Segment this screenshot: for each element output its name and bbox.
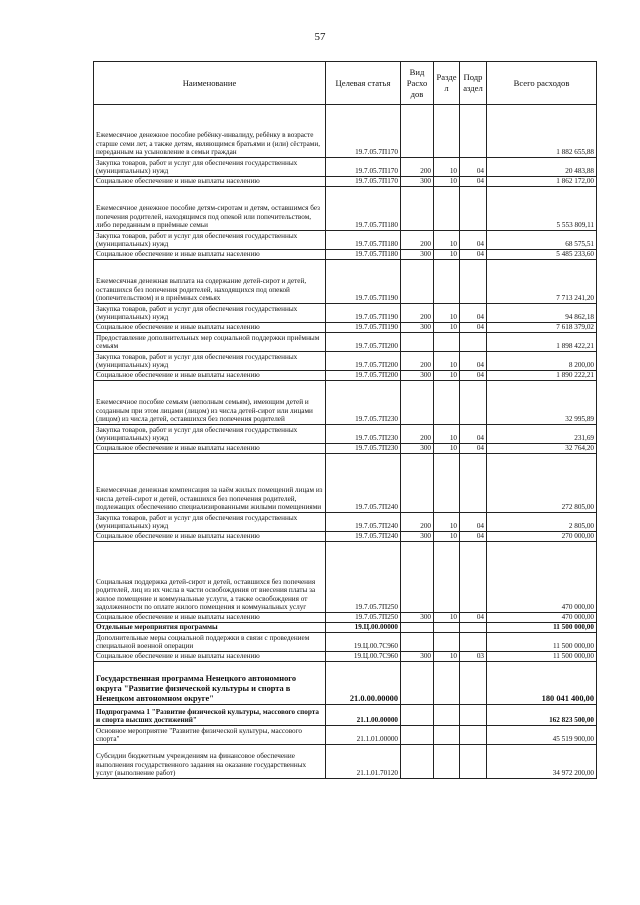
row-target-item: 19.7.05.7П250 bbox=[326, 613, 401, 623]
row-target-item: 19.7.05.7П190 bbox=[326, 304, 401, 323]
row-expense-type: 200 bbox=[401, 352, 434, 371]
row-total: 7 713 241,20 bbox=[487, 260, 597, 304]
row-total: 7 618 379,02 bbox=[487, 323, 597, 333]
row-subsection: 04 bbox=[460, 158, 487, 177]
row-expense-type: 300 bbox=[401, 444, 434, 454]
row-target-item: 21.1.00.00000 bbox=[326, 705, 401, 726]
row-total: 45 519 900,00 bbox=[487, 726, 597, 745]
row-expense-type bbox=[401, 726, 434, 745]
row-expense-type: 300 bbox=[401, 532, 434, 542]
row-subsection bbox=[460, 623, 487, 633]
row-name: Закупка товаров, работ и услуг для обеспечения государственных (муниципальных) нужд bbox=[94, 352, 326, 371]
table-row bbox=[94, 352, 597, 371]
row-name: Основное мероприятие "Развитие физической культуры, массового спорта" bbox=[94, 726, 326, 745]
row-section bbox=[434, 726, 460, 745]
row-name: Социальное обеспечение и иные выплаты населению bbox=[94, 250, 326, 260]
row-section: 10 bbox=[434, 613, 460, 623]
row-section: 10 bbox=[434, 444, 460, 454]
row-total: 1 862 172,00 bbox=[487, 177, 597, 187]
row-name: Ежемесячное денежное пособие детям-сиротам и детям, оставшимся без попечения родителей, находящимся под опекой или попечительством, либо переданным в приёмные семьи bbox=[94, 187, 326, 231]
row-total: 162 823 500,00 bbox=[487, 705, 597, 726]
header-subsection: Подр аздел bbox=[460, 62, 487, 105]
row-subsection: 04 bbox=[460, 513, 487, 532]
table-row bbox=[94, 513, 597, 532]
row-target-item: 19.7.05.7П180 bbox=[326, 187, 401, 231]
row-target-item: 19.Ц.00.7С960 bbox=[326, 633, 401, 652]
row-subsection bbox=[460, 745, 487, 779]
table-row bbox=[94, 613, 597, 623]
row-name: Отдельные мероприятия программы bbox=[94, 623, 326, 633]
table-row bbox=[94, 705, 597, 726]
row-section: 10 bbox=[434, 323, 460, 333]
row-total: 20 483,88 bbox=[487, 158, 597, 177]
row-total: 270 000,00 bbox=[487, 532, 597, 542]
header-row bbox=[94, 62, 597, 105]
row-total: 5 485 233,60 bbox=[487, 250, 597, 260]
row-section: 10 bbox=[434, 250, 460, 260]
row-subsection bbox=[460, 662, 487, 705]
row-section: 10 bbox=[434, 158, 460, 177]
row-expense-type: 300 bbox=[401, 177, 434, 187]
row-total: 94 862,18 bbox=[487, 304, 597, 323]
table-row bbox=[94, 623, 597, 633]
row-name: Закупка товаров, работ и услуг для обеспечения государственных (муниципальных) нужд bbox=[94, 158, 326, 177]
header-name: Наименование bbox=[94, 62, 326, 105]
table-row bbox=[94, 304, 597, 323]
row-name: Подпрограмма 1 "Развитие физической культуры, массового спорта и спорта высших достижений" bbox=[94, 705, 326, 726]
row-section bbox=[434, 260, 460, 304]
row-subsection: 04 bbox=[460, 613, 487, 623]
table-row bbox=[94, 444, 597, 454]
row-total: 11 500 000,00 bbox=[487, 633, 597, 652]
row-target-item: 19.7.05.7П240 bbox=[326, 513, 401, 532]
row-subsection: 04 bbox=[460, 444, 487, 454]
header-expense-type: Вид Расхо дов bbox=[401, 62, 434, 105]
row-section: 10 bbox=[434, 513, 460, 532]
row-target-item: 19.7.05.7П180 bbox=[326, 231, 401, 250]
row-target-item: 19.7.05.7П180 bbox=[326, 250, 401, 260]
row-name: Государственная программа Ненецкого автономного округа "Развитие физической культуры и спорта в Ненецком автономном округе" bbox=[94, 662, 326, 705]
row-target-item: 19.Ц.00.00000 bbox=[326, 623, 401, 633]
row-name: Социальное обеспечение и иные выплаты населению bbox=[94, 613, 326, 623]
row-section bbox=[434, 623, 460, 633]
row-subsection: 04 bbox=[460, 371, 487, 381]
row-name: Социальное обеспечение и иные выплаты населению bbox=[94, 532, 326, 542]
row-subsection: 04 bbox=[460, 177, 487, 187]
row-expense-type: 300 bbox=[401, 613, 434, 623]
row-section: 10 bbox=[434, 304, 460, 323]
row-subsection: 04 bbox=[460, 532, 487, 542]
row-target-item: 19.7.05.7П250 bbox=[326, 542, 401, 613]
row-subsection bbox=[460, 542, 487, 613]
row-expense-type bbox=[401, 633, 434, 652]
row-expense-type bbox=[401, 705, 434, 726]
row-expense-type bbox=[401, 187, 434, 231]
row-expense-type bbox=[401, 542, 434, 613]
row-section bbox=[434, 187, 460, 231]
row-name: Закупка товаров, работ и услуг для обеспечения государственных (муниципальных) нужд bbox=[94, 231, 326, 250]
row-target-item: 19.7.05.7П170 bbox=[326, 105, 401, 158]
row-section: 10 bbox=[434, 425, 460, 444]
row-target-item: 21.1.01.00000 bbox=[326, 726, 401, 745]
row-expense-type bbox=[401, 381, 434, 425]
page-number: 57 bbox=[314, 31, 326, 43]
table-row bbox=[94, 333, 597, 352]
table-row bbox=[94, 323, 597, 333]
row-section bbox=[434, 333, 460, 352]
row-subsection bbox=[460, 187, 487, 231]
row-total: 272 805,00 bbox=[487, 454, 597, 513]
row-expense-type: 300 bbox=[401, 371, 434, 381]
row-expense-type: 300 bbox=[401, 323, 434, 333]
row-total: 32 764,20 bbox=[487, 444, 597, 454]
row-section bbox=[434, 105, 460, 158]
table-row bbox=[94, 532, 597, 542]
row-section: 10 bbox=[434, 652, 460, 662]
table-row bbox=[94, 542, 597, 613]
row-expense-type: 200 bbox=[401, 231, 434, 250]
table-row bbox=[94, 105, 597, 158]
row-section bbox=[434, 542, 460, 613]
budget-table bbox=[93, 61, 597, 779]
row-target-item: 19.Ц.00.7С960 bbox=[326, 652, 401, 662]
row-target-item: 19.7.05.7П170 bbox=[326, 177, 401, 187]
row-total: 1 890 222,21 bbox=[487, 371, 597, 381]
row-subsection: 04 bbox=[460, 231, 487, 250]
row-total: 11 500 000,00 bbox=[487, 623, 597, 633]
row-subsection bbox=[460, 381, 487, 425]
row-total: 470 000,00 bbox=[487, 542, 597, 613]
row-expense-type: 300 bbox=[401, 250, 434, 260]
table-row bbox=[94, 158, 597, 177]
row-section: 10 bbox=[434, 177, 460, 187]
row-expense-type bbox=[401, 105, 434, 158]
row-total: 470 000,00 bbox=[487, 613, 597, 623]
row-name: Ежемесячное пособие семьям (неполным семьям), имеющим детей и созданным при этом лицами (лицом) из числа детей-сирот или лицами (лицом) из числа детей, оставшихся без попечения родителей bbox=[94, 381, 326, 425]
row-target-item: 19.7.05.7П230 bbox=[326, 444, 401, 454]
table-row bbox=[94, 745, 597, 779]
table-row bbox=[94, 726, 597, 745]
row-total: 2 805,00 bbox=[487, 513, 597, 532]
row-section bbox=[434, 662, 460, 705]
row-expense-type bbox=[401, 454, 434, 513]
row-expense-type: 200 bbox=[401, 304, 434, 323]
row-name: Ежемесячная денежная выплата на содержание детей-сирот и детей, оставшихся без попечения родителей, находящихся под опекой (попечительством) и в приёмных семьях bbox=[94, 260, 326, 304]
row-subsection: 04 bbox=[460, 352, 487, 371]
row-target-item: 19.7.05.7П200 bbox=[326, 371, 401, 381]
row-name: Закупка товаров, работ и услуг для обеспечения государственных (муниципальных) нужд bbox=[94, 304, 326, 323]
row-subsection: 04 bbox=[460, 323, 487, 333]
row-name: Дополнительные меры социальной поддержки в связи с проведением специальной военной операции bbox=[94, 633, 326, 652]
row-name: Ежемесячное денежное пособие ребёнку-инвалиду, ребёнку в возрасте старше семи лет, а также детям, являющимся братьями и (или) сёстрами, переданным на усыновление в семьи граждан bbox=[94, 105, 326, 158]
table-row bbox=[94, 633, 597, 652]
row-target-item: 19.7.05.7П200 bbox=[326, 333, 401, 352]
row-expense-type bbox=[401, 333, 434, 352]
row-total: 231,69 bbox=[487, 425, 597, 444]
row-expense-type bbox=[401, 745, 434, 779]
row-subsection bbox=[460, 454, 487, 513]
row-target-item: 19.7.05.7П200 bbox=[326, 352, 401, 371]
row-subsection bbox=[460, 260, 487, 304]
table-row bbox=[94, 371, 597, 381]
row-total: 34 972 200,00 bbox=[487, 745, 597, 779]
row-target-item: 21.0.00.00000 bbox=[326, 662, 401, 705]
table-row bbox=[94, 425, 597, 444]
row-total: 1 882 655,88 bbox=[487, 105, 597, 158]
row-section: 10 bbox=[434, 352, 460, 371]
table-row bbox=[94, 662, 597, 705]
row-subsection bbox=[460, 333, 487, 352]
row-subsection: 03 bbox=[460, 652, 487, 662]
table-body bbox=[94, 105, 597, 779]
header-total: Всего расходов bbox=[487, 62, 597, 105]
row-section bbox=[434, 381, 460, 425]
table-row bbox=[94, 652, 597, 662]
row-subsection bbox=[460, 633, 487, 652]
row-name: Предоставление дополнительных мер социальной поддержки приёмным семьям bbox=[94, 333, 326, 352]
row-name: Социальная поддержка детей-сирот и детей, оставшихся без попечения родителей, лиц из их числа в части освобождения от внесения платы за жилое помещение и коммунальные услуги, а также освобождения от задолженности по оплате жилого помещения и коммунальных услуг bbox=[94, 542, 326, 613]
row-target-item: 19.7.05.7П240 bbox=[326, 454, 401, 513]
row-expense-type: 300 bbox=[401, 652, 434, 662]
row-subsection bbox=[460, 105, 487, 158]
header-target-item: Целевая статья bbox=[326, 62, 401, 105]
table-row bbox=[94, 250, 597, 260]
row-section bbox=[434, 633, 460, 652]
row-total: 11 500 000,00 bbox=[487, 652, 597, 662]
row-target-item: 19.7.05.7П170 bbox=[326, 158, 401, 177]
row-target-item: 19.7.05.7П230 bbox=[326, 381, 401, 425]
row-total: 180 041 400,00 bbox=[487, 662, 597, 705]
table-row bbox=[94, 381, 597, 425]
row-subsection: 04 bbox=[460, 304, 487, 323]
row-target-item: 21.1.01.70120 bbox=[326, 745, 401, 779]
row-total: 1 898 422,21 bbox=[487, 333, 597, 352]
row-total: 5 553 809,11 bbox=[487, 187, 597, 231]
row-name: Социальное обеспечение и иные выплаты населению bbox=[94, 323, 326, 333]
row-expense-type: 200 bbox=[401, 513, 434, 532]
table-header bbox=[94, 62, 597, 105]
row-section: 10 bbox=[434, 371, 460, 381]
row-target-item: 19.7.05.7П240 bbox=[326, 532, 401, 542]
row-target-item: 19.7.05.7П190 bbox=[326, 323, 401, 333]
row-target-item: 19.7.05.7П190 bbox=[326, 260, 401, 304]
row-section: 10 bbox=[434, 532, 460, 542]
row-total: 68 575,51 bbox=[487, 231, 597, 250]
row-name: Субсидии бюджетным учреждениям на финансовое обеспечение выполнения государственного задания на оказание государственных услуг (выполнение работ) bbox=[94, 745, 326, 779]
row-subsection: 04 bbox=[460, 425, 487, 444]
row-name: Социальное обеспечение и иные выплаты населению bbox=[94, 444, 326, 454]
table-row bbox=[94, 187, 597, 231]
row-name: Ежемесячная денежная компенсация за наём жилых помещений лицам из числа детей-сирот и детей, оставшихся без попечения родителей, подлежащих обеспечению специализированными жилыми помещениями bbox=[94, 454, 326, 513]
row-expense-type bbox=[401, 623, 434, 633]
row-expense-type: 200 bbox=[401, 425, 434, 444]
table-row bbox=[94, 260, 597, 304]
row-expense-type bbox=[401, 260, 434, 304]
row-subsection bbox=[460, 705, 487, 726]
table-row bbox=[94, 454, 597, 513]
row-total: 32 995,89 bbox=[487, 381, 597, 425]
row-section bbox=[434, 705, 460, 726]
row-name: Социальное обеспечение и иные выплаты населению bbox=[94, 371, 326, 381]
row-name: Социальное обеспечение и иные выплаты населению bbox=[94, 652, 326, 662]
table-row bbox=[94, 177, 597, 187]
table-row bbox=[94, 231, 597, 250]
row-name: Закупка товаров, работ и услуг для обеспечения государственных (муниципальных) нужд bbox=[94, 513, 326, 532]
row-subsection: 04 bbox=[460, 250, 487, 260]
row-section bbox=[434, 454, 460, 513]
row-target-item: 19.7.05.7П230 bbox=[326, 425, 401, 444]
row-total: 8 200,00 bbox=[487, 352, 597, 371]
header-section: Разде л bbox=[434, 62, 460, 105]
row-expense-type: 200 bbox=[401, 158, 434, 177]
row-subsection bbox=[460, 726, 487, 745]
row-section: 10 bbox=[434, 231, 460, 250]
row-name: Закупка товаров, работ и услуг для обеспечения государственных (муниципальных) нужд bbox=[94, 425, 326, 444]
row-section bbox=[434, 745, 460, 779]
row-expense-type bbox=[401, 662, 434, 705]
row-name: Социальное обеспечение и иные выплаты населению bbox=[94, 177, 326, 187]
